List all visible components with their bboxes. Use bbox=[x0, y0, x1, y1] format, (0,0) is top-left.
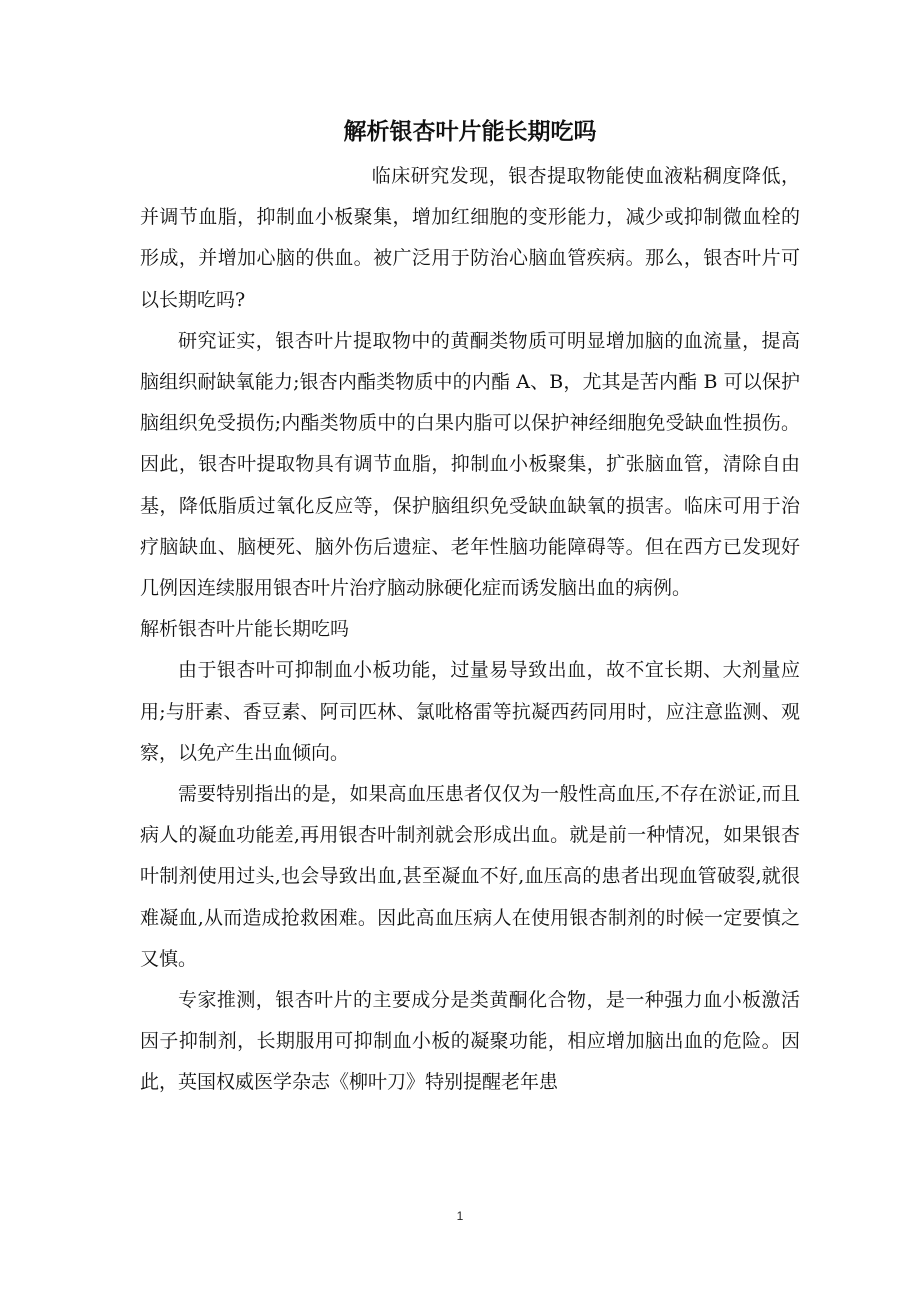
page-number: 1 bbox=[456, 1209, 464, 1223]
paragraph-expert: 专家推测，银杏叶片的主要成分是类黄酮化合物，是一种强力血小板激活因子抑制剂，长期服用可抑制血小板的凝聚功能，相应增加脑出血的危险。因此，英国权威医学杂志《柳叶刀》特别提醒老年患 bbox=[140, 989, 800, 1094]
paragraph-intro: 临床研究发现，银杏提取物能使血液粘稠度降低，并调节血脂，抑制血小板聚集，增加红细胞的变形能力，减少或抑制微血栓的形成，并增加心脑的供血。被广泛用于防治心脑血管疾病。那么，银杏叶片可以长期吃吗? bbox=[140, 165, 800, 311]
section-subheading: 解析银杏叶片能长期吃吗 bbox=[140, 618, 350, 641]
paragraph-bleeding-risk: 由于银杏叶可抑制血小板功能，过量易导致出血，故不宜长期、大剂量应用;与肝素、香豆素、阿司匹林、氯吡格雷等抗凝西药同用时，应注意监测、观察，以免产生出血倾向。 bbox=[140, 659, 800, 764]
document-title: 解析银杏叶片能长期吃吗 bbox=[343, 118, 597, 145]
paragraph-hypertension: 需要特别指出的是，如果高血压患者仅仅为一般性高血压,不存在淤证,而且病人的凝血功能差,再用银杏叶制剂就会形成出血。就是前一种情况，如果银杏叶制剂使用过头,也会导致出血,甚至凝血不好,血压高的患者出现血管破裂,就很难凝血,从而造成抢救困难。因此高血压病人在使用银杏制剂的时候一定要慎之又慎。 bbox=[140, 783, 800, 970]
document-body bbox=[140, 112, 800, 1104]
paragraph-research: 研究证实，银杏叶片提取物中的黄酮类物质可明显增加脑的血流量，提高脑组织耐缺氧能力;银杏内酯类物质中的内酯 A、B，尤其是苦内酯 B 可以保护脑组织免受损伤;内酯类物质中的白果内脂可以保护神经细胞免受缺血性损伤。因此，银杏叶提取物具有调节血脂，抑制血小板聚集，扩张脑血管，清除自由基，降低脂质过氧化反应等，保护脑组织免受缺血缺氧的损害。临床可用于治疗脑缺血、脑梗死、脑外伤后遗症、老年性脑功能障碍等。但在西方已发现好几例因连续服用银杏叶片治疗脑动脉硬化症而诱发脑出血的病例。 bbox=[140, 329, 800, 600]
